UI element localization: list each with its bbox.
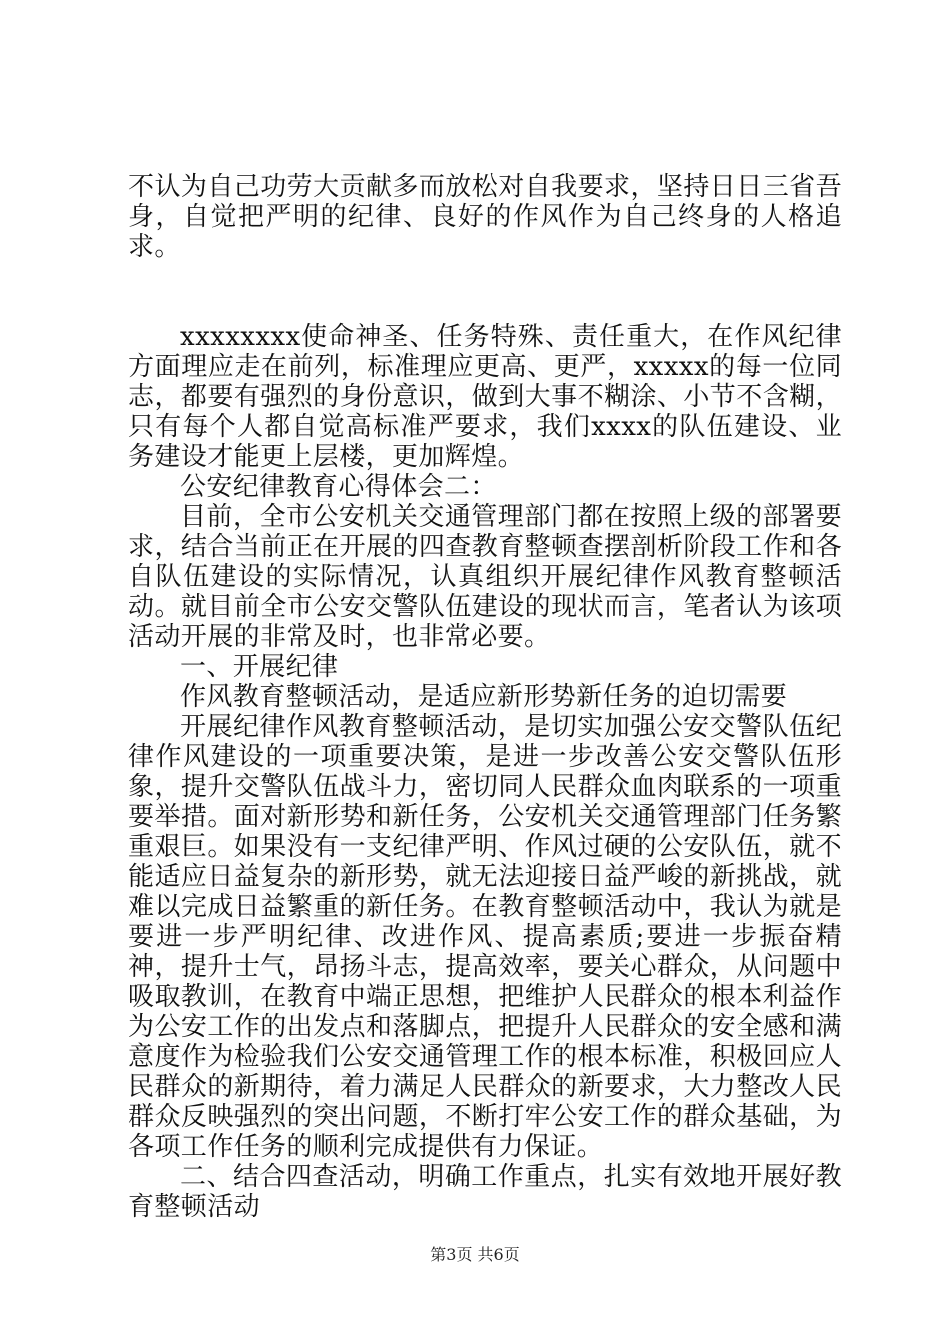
section-subheading: 作风教育整顿活动，是适应新形势新任务的迫切需要	[180, 682, 788, 712]
paragraph: xxxxxxxx使命神圣、任务特殊、责任重大，在作风纪律方面理应走在前列，标准理应更高、更严，xxxxx的每一位同志，都要有强烈的身份意识，做到大事不糊涂、小节不含糊，只有每个人都自觉高标准严要求，我们xxxx的队伍建设、业务建设才能更上层楼，更加辉煌。	[128, 322, 842, 472]
page-number-footer: 第3页 共6页	[430, 1245, 520, 1264]
paragraph: 开展纪律作风教育整顿活动，是切实加强公安交警队伍纪律作风建设的一项重要决策，是进一步改善公安交警队伍形象，提升交警队伍战斗力，密切同人民群众血肉联系的一项重要举措。面对新形势和新任务，公安机关交通管理部门任务繁重艰巨。如果没有一支纪律严明、作风过硬的公安队伍，就不能适应日益复杂的新形势，就无法迎接日益严峻的新挑战，就难以完成日益繁重的新任务。在教育整顿活动中，我认为就是要进一步严明纪律、改进作风、提高素质;要进一步振奋精神，提升士气，昂扬斗志，提高效率，要关心群众，从问题中吸取教训，在教育中端正思想，把维护人民群众的根本利益作为公安工作的出发点和落脚点，把提升人民群众的安全感和满意度作为检验我们公安交通管理工作的根本标准，积极回应人民群众的新期待，着力满足人民群众的新要求，大力整改人民群众反映强烈的突出问题，不断打牢公安工作的群众基础，为各项工作任务的顺利完成提供有力保证。	[128, 712, 842, 1162]
document-body	[128, 172, 842, 1222]
paragraph-gap	[128, 262, 842, 322]
section-heading: 公安纪律教育心得体会二：	[180, 472, 497, 502]
section-heading: 一、开展纪律	[180, 652, 339, 682]
paragraph: 不认为自己功劳大贡献多而放松对自我要求，坚持日日三省吾身，自觉把严明的纪律、良好的作风作为自己终身的人格追求。	[128, 172, 842, 262]
section-heading: 二、结合四查活动，明确工作重点，扎实有效地开展好教育整顿活动	[128, 1162, 842, 1222]
paragraph: 目前，全市公安机关交通管理部门都在按照上级的部署要求，结合当前正在开展的四查教育整顿查摆剖析阶段工作和各自队伍建设的实际情况，认真组织开展纪律作风教育整顿活动。就目前全市公安交警队伍建设的现状而言，笔者认为该项活动开展的非常及时，也非常必要。	[128, 502, 842, 652]
